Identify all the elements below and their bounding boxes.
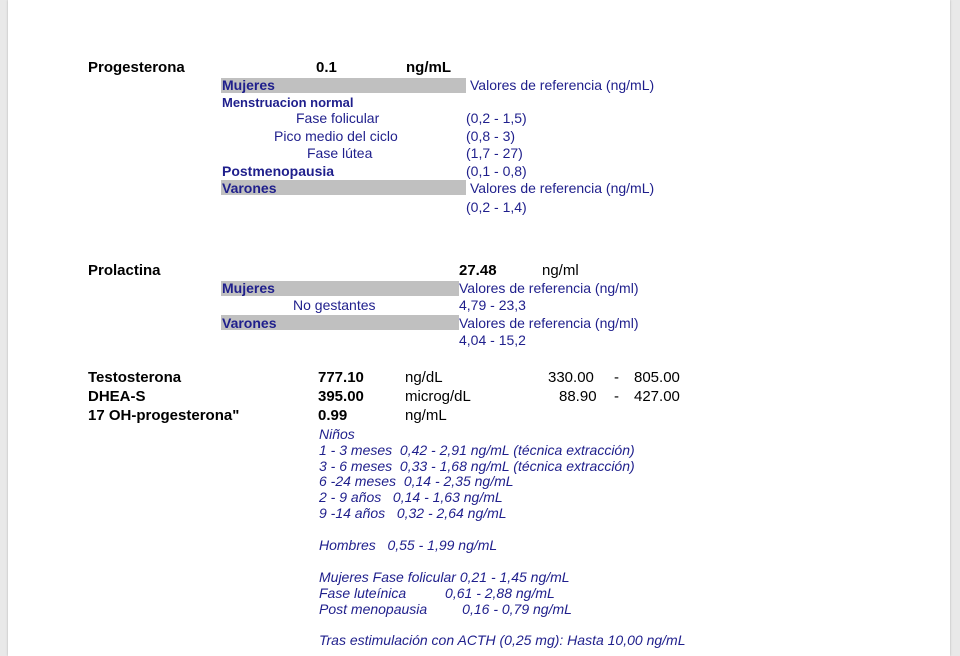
phase-pico-label: Pico medio del ciclo [274, 128, 398, 144]
test-name: Testosterona [88, 369, 182, 386]
postmenopausia-label: Postmenopausia [222, 163, 335, 179]
hombres-line: Hombres 0,55 - 1,99 ng/mL [319, 537, 498, 553]
test-ref-low: 330.00 [548, 369, 594, 386]
test-name: DHEA-S [88, 388, 146, 405]
test-ref-high: 427.00 [634, 388, 680, 405]
postmenopausia-range: (0,1 - 0,8) [466, 163, 527, 179]
ninos-line: 9 -14 años 0,32 - 2,64 ng/mL [319, 505, 507, 521]
progesterona-unit: ng/mL [406, 59, 451, 76]
test-ref-low: 88.90 [559, 388, 597, 405]
phase-folicular-label: Fase folicular [296, 110, 380, 126]
test-name: 17 OH-progesterona" [88, 407, 240, 424]
progesterona-varones-range: (0,2 - 1,4) [466, 199, 527, 215]
progesterona-name: Progesterona [88, 59, 185, 76]
ninos-line: 2 - 9 años 0,14 - 1,63 ng/mL [319, 489, 503, 505]
menstruacion-label: Menstruacion normal [222, 95, 354, 110]
phase-pico-range: (0,8 - 3) [466, 128, 516, 144]
test-unit: ng/dL [405, 369, 443, 386]
ninos-line: 1 - 3 meses 0,42 - 2,91 ng/mL (técnica extracción) [319, 442, 635, 458]
progesterona-ref-header-mujeres: Valores de referencia (ng/mL) [470, 77, 655, 93]
mujeres-line: Mujeres Fase folicular 0,21 - 1,45 ng/mL [319, 569, 570, 585]
prolactina-value: 27.48 [459, 262, 497, 279]
test-unit: microg/dL [405, 388, 471, 405]
mujeres-line: Post menopausia 0,16 - 0,79 ng/mL [319, 601, 572, 617]
test-value: 777.10 [318, 369, 364, 386]
prolactina-ref-header-mujeres: Valores de referencia (ng/ml) [459, 280, 639, 296]
prolactina-varones-label: Varones [222, 315, 277, 331]
progesterona-mujeres-label: Mujeres [222, 77, 275, 93]
test-value: 395.00 [318, 388, 364, 405]
test-ref-high: 805.00 [634, 369, 680, 386]
test-ref-dash: - [614, 369, 619, 386]
test-value: 0.99 [318, 407, 348, 424]
progesterona-ref-header-varones: Valores de referencia (ng/mL) [470, 180, 655, 196]
mujeres-line: Fase luteínica 0,61 - 2,88 ng/mL [319, 585, 555, 601]
ninos-label: Niños [319, 426, 355, 442]
progesterona-varones-label: Varones [222, 180, 277, 196]
prolactina-ref-header-varones: Valores de referencia (ng/ml) [459, 315, 639, 331]
progesterona-value: 0.1 [316, 59, 337, 76]
no-gestantes-label: No gestantes [293, 297, 376, 313]
phase-folicular-range: (0,2 - 1,5) [466, 110, 527, 126]
test-unit: ng/mL [405, 407, 447, 424]
prolactina-varones-range: 4,04 - 15,2 [459, 332, 526, 348]
phase-lutea-range: (1,7 - 27) [466, 145, 523, 161]
prolactina-mujeres-label: Mujeres [222, 280, 275, 296]
ninos-line: 3 - 6 meses 0,33 - 1,68 ng/mL (técnica extracción) [319, 458, 635, 474]
no-gestantes-range: 4,79 - 23,3 [459, 297, 526, 313]
prolactina-unit: ng/ml [542, 262, 579, 279]
ninos-line: 6 -24 meses 0,14 - 2,35 ng/mL [319, 473, 514, 489]
test-ref-dash: - [614, 388, 619, 405]
phase-lutea-label: Fase lútea [307, 145, 373, 161]
lab-report-page [8, 0, 950, 656]
acth-line: Tras estimulación con ACTH (0,25 mg): Hasta 10,00 ng/mL [319, 632, 686, 648]
prolactina-name: Prolactina [88, 262, 161, 279]
